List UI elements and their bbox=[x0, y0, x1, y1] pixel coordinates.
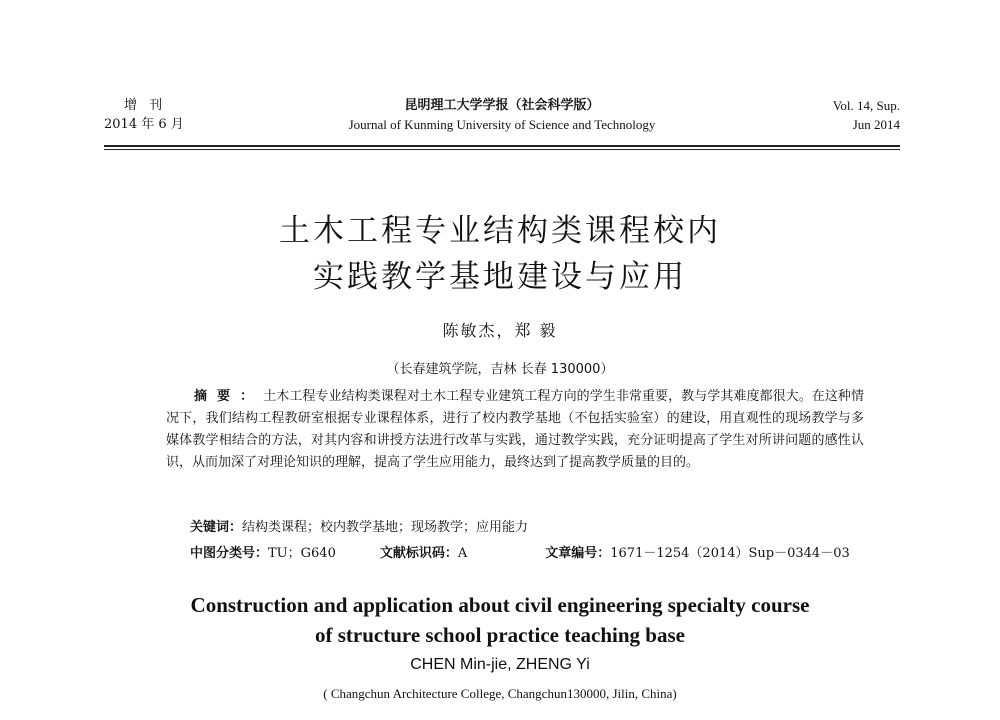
journal-name-cn: 昆明理工大学学报（社会科学版） bbox=[404, 98, 600, 113]
article-number-value: 1671－1254（2014）Sup－0344－03 bbox=[610, 546, 850, 561]
abstract-label: 摘要： bbox=[194, 389, 264, 404]
title-cn-line1: 土木工程专业结构类课程校内 bbox=[279, 213, 721, 249]
authors-cn: 陈敏杰，郑 毅 bbox=[442, 321, 558, 340]
abstract bbox=[166, 386, 864, 474]
volume-label: Vol. 14, Sup. bbox=[832, 98, 900, 113]
keywords-label: 关键词： bbox=[190, 520, 243, 535]
issue-date-en: Jun 2014 bbox=[852, 117, 900, 132]
article-title-en bbox=[0, 590, 1000, 650]
clc-value: TU；G640 bbox=[268, 546, 336, 561]
keywords bbox=[190, 516, 528, 535]
issue-date-cn: 2014 年 6 月 bbox=[104, 117, 184, 132]
clc-label: 中图分类号： bbox=[190, 546, 269, 561]
article-title-cn bbox=[0, 208, 1000, 300]
title-en-line2: of structure school practice teaching base bbox=[315, 623, 685, 647]
authors-en: CHEN Min-jie, ZHENG Yi bbox=[410, 656, 590, 673]
abstract-text: 土木工程专业结构类课程对土木工程专业建筑工程方向的学生非常重要，教与学其难度都很大。在这种情况下，我们结构工程教研室根据专业课程体系，进行了校内教学基地（不包括实验室）的建设，用直观性的现场教学与多媒体教学相结合的方法，对其内容和讲授方法进行改革与实践，通过教学实践，充分证明提高了学生对所讲问题的感性认识，从而加深了对理论知识的理解，提高了学生应用能力，最终达到了提高教学质量的目的。 bbox=[166, 389, 864, 470]
header-rule-thin bbox=[104, 149, 900, 150]
journal-name-en: Journal of Kunming University of Science and Technology bbox=[348, 117, 656, 132]
issue-label: 增 刊 bbox=[124, 98, 167, 113]
journal-header bbox=[104, 96, 900, 146]
header-center bbox=[104, 96, 900, 134]
header-rule-thick bbox=[104, 145, 900, 147]
affiliation-cn: （长春建筑学院，吉林 长春 130000） bbox=[386, 362, 614, 377]
title-en-line1: Construction and application about civil engineering specialty course bbox=[190, 593, 810, 617]
header-right bbox=[833, 96, 900, 134]
doc-code-value: A bbox=[457, 546, 468, 561]
title-cn-line2: 实践教学基地建设与应用 bbox=[313, 259, 687, 295]
article-number-label: 文章编号： bbox=[545, 546, 611, 561]
affiliation-en: ( Changchun Architecture College, Changchun130000, Jilin, China) bbox=[323, 686, 677, 701]
classification-line bbox=[190, 542, 850, 561]
keywords-text: 结构类课程；校内教学基地；现场教学；应用能力 bbox=[242, 520, 529, 535]
doc-code-label: 文献标识码： bbox=[379, 546, 458, 561]
